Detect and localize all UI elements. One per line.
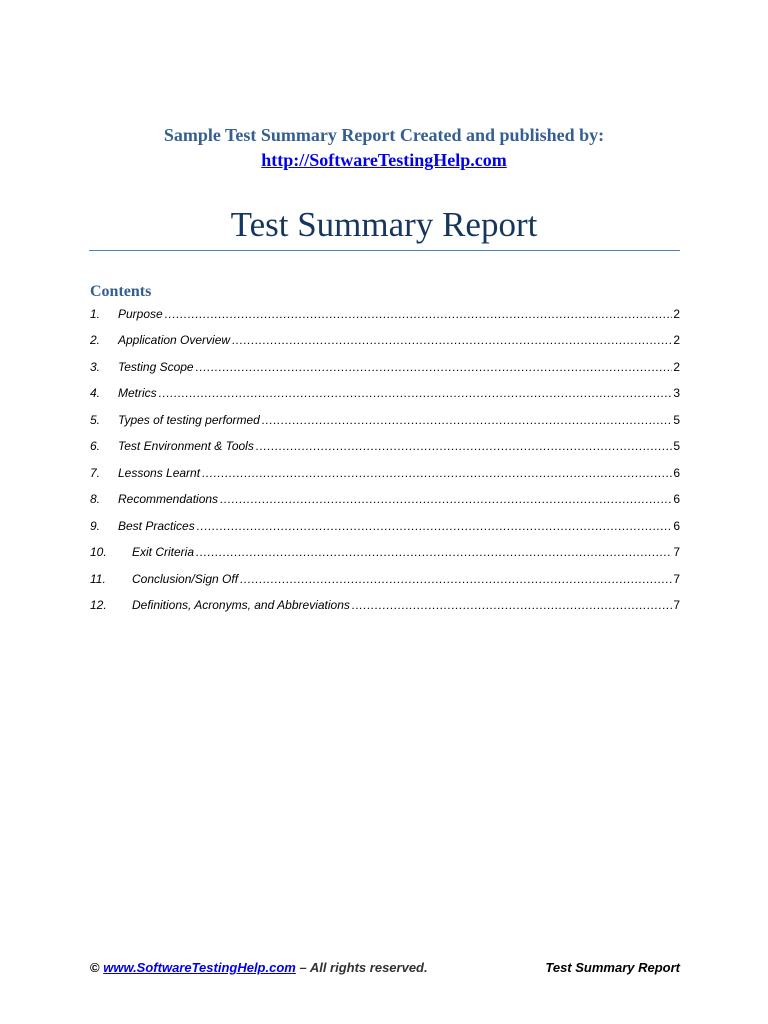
toc-label: Test Environment & Tools — [118, 439, 254, 453]
toc-number: 3. — [90, 360, 101, 374]
toc-page-number: 6 — [673, 492, 680, 506]
footer-document-title: Test Summary Report — [545, 960, 680, 975]
toc-leader-dots — [220, 492, 672, 506]
toc-page-number: 2 — [673, 333, 680, 347]
header-block — [0, 123, 768, 173]
toc-label: Application Overview — [118, 333, 231, 347]
toc-entry[interactable] — [90, 413, 680, 431]
toc-entry[interactable] — [90, 360, 680, 378]
footer-site-link[interactable]: www.SoftwareTestingHelp.com — [103, 960, 296, 975]
title-divider — [89, 250, 680, 251]
toc-leader-dots — [240, 572, 672, 586]
toc-entry[interactable] — [90, 492, 680, 510]
publisher-line: Sample Test Summary Report Created and published by: — [163, 125, 605, 145]
toc-leader-dots — [262, 413, 672, 427]
toc-number: 8. — [90, 492, 101, 506]
document-title: Test Summary Report — [230, 205, 538, 244]
toc-number: 2. — [90, 333, 101, 347]
toc-entry[interactable] — [90, 545, 680, 563]
toc-label: Testing Scope — [118, 360, 194, 374]
toc-page-number: 6 — [673, 519, 680, 533]
toc-leader-dots — [159, 386, 673, 400]
toc-entry[interactable] — [90, 466, 680, 484]
toc-page-number: 5 — [673, 439, 680, 453]
toc-leader-dots — [202, 466, 672, 480]
toc-leader-dots — [232, 333, 672, 347]
toc-entry[interactable] — [90, 439, 680, 457]
contents-heading: Contents — [90, 283, 152, 300]
toc-number: 11. — [90, 572, 106, 586]
toc-entry[interactable] — [90, 386, 680, 404]
toc-entry[interactable] — [90, 307, 680, 325]
toc-label: Metrics — [118, 386, 157, 400]
toc-number: 12. — [90, 598, 107, 612]
copyright-symbol: © — [90, 960, 100, 975]
toc-label: Definitions, Acronyms, and Abbreviations — [132, 598, 350, 612]
toc-leader-dots — [196, 360, 673, 374]
toc-number: 6. — [90, 439, 101, 453]
toc-page-number: 5 — [673, 413, 680, 427]
toc-entry[interactable] — [90, 598, 680, 616]
toc-label: Recommendations — [118, 492, 219, 506]
toc-leader-dots — [256, 439, 672, 453]
rights-text: – All rights reserved. — [299, 960, 428, 975]
toc-number: 10. — [90, 545, 107, 559]
toc-entry[interactable] — [90, 519, 680, 537]
toc-label: Purpose — [118, 307, 163, 321]
toc-label: Exit Criteria — [132, 545, 195, 559]
toc-page-number: 7 — [673, 545, 680, 559]
toc-number: 9. — [90, 519, 101, 533]
publisher-link[interactable]: http://SoftwareTestingHelp.com — [261, 150, 507, 170]
toc-leader-dots — [197, 519, 673, 533]
toc-page-number: 3 — [673, 386, 680, 400]
toc-entry[interactable] — [90, 572, 680, 590]
toc-label: Conclusion/Sign Off — [132, 572, 239, 586]
toc-number: 5. — [90, 413, 101, 427]
toc-number: 7. — [90, 466, 101, 480]
toc-label: Best Practices — [118, 519, 195, 533]
toc-entry[interactable] — [90, 333, 680, 351]
toc-page-number: 6 — [673, 466, 680, 480]
toc-label: Lessons Learnt — [118, 466, 201, 480]
toc-leader-dots — [165, 307, 673, 321]
toc-number: 4. — [90, 386, 101, 400]
toc-label: Types of testing performed — [118, 413, 260, 427]
toc-leader-dots — [196, 545, 672, 559]
page-footer — [90, 960, 680, 978]
toc-number: 1. — [90, 307, 101, 321]
toc-leader-dots — [352, 598, 672, 612]
toc-page-number: 7 — [673, 598, 680, 612]
toc-page-number: 2 — [673, 307, 680, 321]
toc-page-number: 2 — [673, 360, 680, 374]
toc-page-number: 7 — [673, 572, 680, 586]
